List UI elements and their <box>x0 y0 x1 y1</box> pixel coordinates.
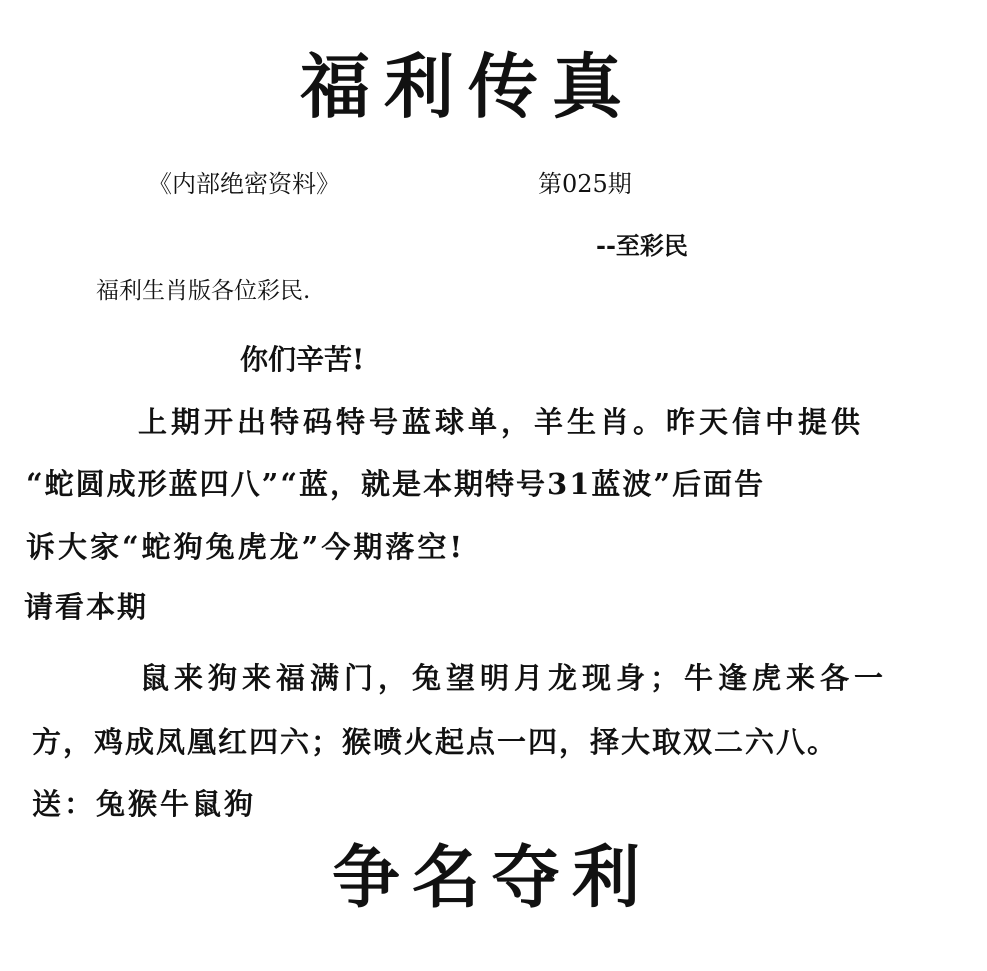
salutation: 福利生肖版各位彩民. <box>96 278 311 304</box>
paragraph-1-line-2: “蛇圆成形蓝四八”“蓝，就是本期特号31蓝波”后面告 <box>26 467 766 501</box>
poem-line-1: 鼠来狗来福满门，兔望明月龙现身；牛逢虎来各一 <box>140 661 889 695</box>
issue-number: 第025期 <box>538 170 632 198</box>
paragraph-2: 请看本期 <box>24 590 149 624</box>
page-title: 福利传真 <box>300 45 636 128</box>
send-zodiacs: 送：兔猴牛鼠狗 <box>32 787 257 821</box>
paragraph-1-line-3: 诉大家“蛇狗兔虎龙”今期落空! <box>26 530 466 564</box>
paragraph-1-line-1: 上期开出特码特号蓝球单，羊生肖。昨天信中提供 <box>138 405 865 439</box>
footer-slogan: 争名夺利 <box>332 838 653 918</box>
poem-line-2: 方，鸡成凤凰红四六；猴喷火起点一四，择大取双二六八。 <box>32 725 839 759</box>
greeting: 你们辛苦! <box>240 343 365 376</box>
addressee: --至彩民 <box>596 231 688 260</box>
document-subtitle: 《内部绝密资料》 <box>148 170 340 198</box>
